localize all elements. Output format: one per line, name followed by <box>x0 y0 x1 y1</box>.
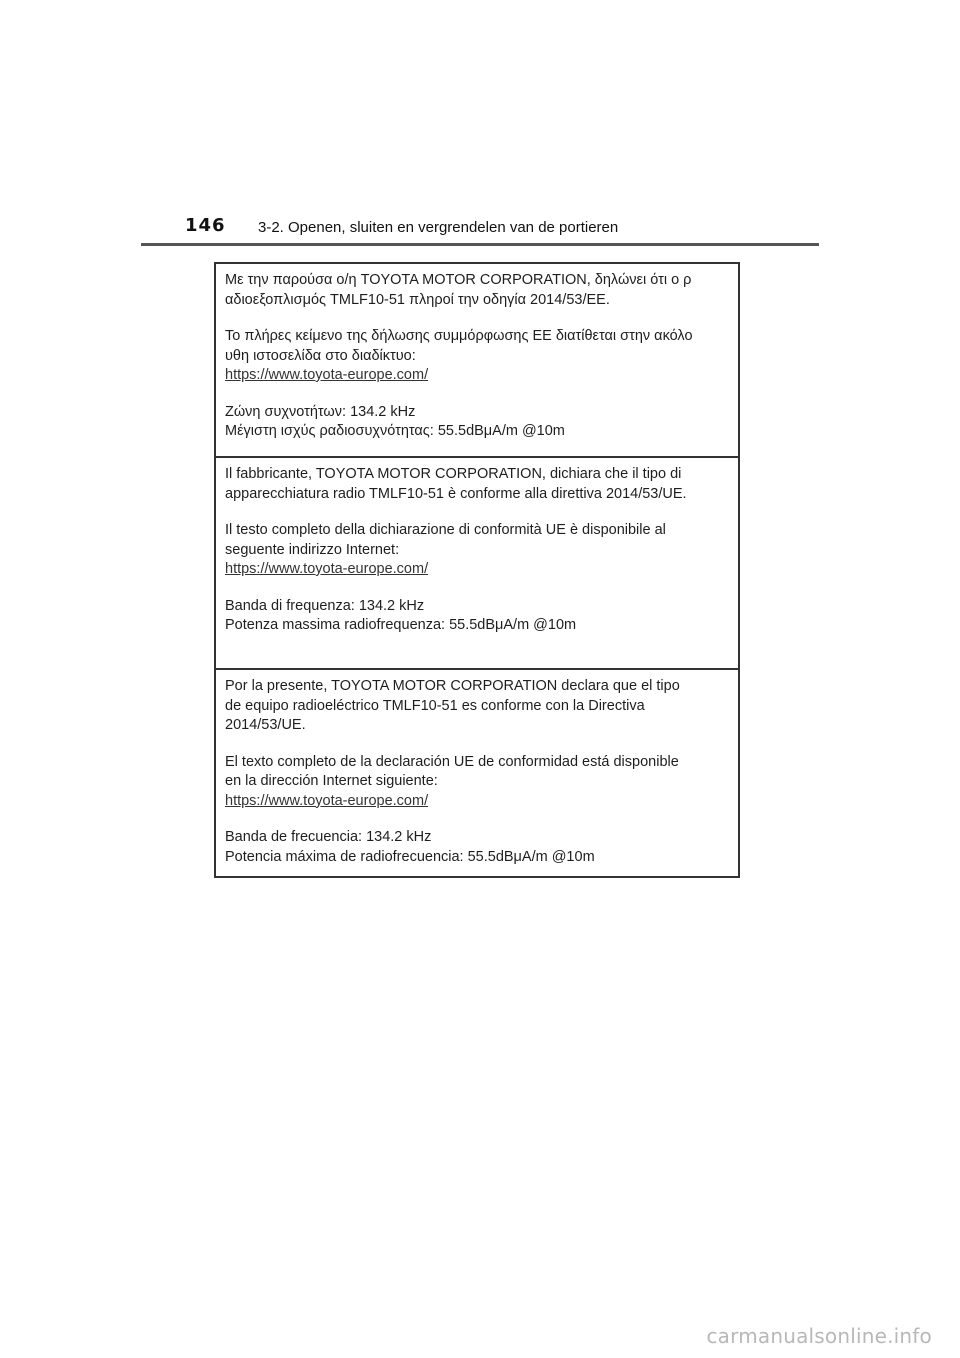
radio-specs <box>225 597 730 636</box>
declaration-statement <box>225 677 730 736</box>
text-line: seguente indirizzo Internet: <box>225 541 400 558</box>
section-title: 3-2. Openen, sluiten en vergrendelen van de portieren <box>258 219 619 236</box>
radio-specs <box>225 403 730 442</box>
declaration-box <box>214 262 740 878</box>
max-power: Μέγιστη ισχύς ραδιοσυχνότητας: 55.5dBμA/m @10m <box>225 423 565 439</box>
text-line: υθη ιστοσελίδα στο διαδίκτυο: <box>225 347 416 364</box>
max-power: Potenza massima radiofrequenza: 55.5dBμA/m @10m <box>225 617 577 633</box>
declaration-greek <box>216 264 738 456</box>
radio-specs <box>225 828 730 867</box>
text-line: Με την παρούσα ο/η TOYOTA MOTOR CORPORATION, δηλώνει ότι ο ρ <box>225 272 692 288</box>
text-line: El texto completo de la declaración UE de conformidad está disponible <box>225 753 679 770</box>
frequency-band: Banda di frequenza: 134.2 kHz <box>225 597 425 614</box>
site-watermark: carmanualsonline.info <box>706 1324 932 1348</box>
text-line: αδιοεξοπλισμός TMLF10-51 πληροί την οδηγία 2014/53/ΕΕ. <box>225 291 610 308</box>
text-line: Il fabbricante, TOYOTA MOTOR CORPORATION, dichiara che il tipo di <box>225 466 682 482</box>
header-divider <box>141 243 819 246</box>
page-number: 146 <box>185 215 226 236</box>
text-line: Il testo completo della dichiarazione di conformità UE è disponibile al <box>225 522 666 538</box>
text-line: apparecchiatura radio TMLF10-51 è conforme alla direttiva 2014/53/UE. <box>225 485 687 502</box>
declaration-availability <box>225 753 730 812</box>
declaration-statement <box>225 465 730 504</box>
declaration-italian <box>216 456 738 668</box>
page-header <box>141 212 819 248</box>
text-line: de equipo radioeléctrico TMLF10-51 es conforme con la Directiva <box>225 697 645 714</box>
text-line: Το πλήρες κείμενο της δήλωσης συμμόρφωσης ΕΕ διατίθεται στην ακόλο <box>225 328 693 344</box>
frequency-band: Banda de frecuencia: 134.2 kHz <box>225 829 432 845</box>
website-link[interactable]: https://www.toyota-europe.com/ <box>225 367 429 383</box>
website-link[interactable]: https://www.toyota-europe.com/ <box>225 792 429 809</box>
declaration-spanish <box>216 668 738 876</box>
frequency-band: Ζώνη συχνοτήτων: 134.2 kHz <box>225 403 416 420</box>
text-line: 2014/53/UE. <box>225 717 306 733</box>
max-power: Potencia máxima de radiofrecuencia: 55.5dBμA/m @10m <box>225 848 595 865</box>
declaration-availability <box>225 521 730 580</box>
text-line: en la dirección Internet siguiente: <box>225 773 438 789</box>
declaration-availability <box>225 327 730 386</box>
website-link[interactable]: https://www.toyota-europe.com/ <box>225 561 429 577</box>
text-line: Por la presente, TOYOTA MOTOR CORPORATION declara que el tipo <box>225 678 680 694</box>
declaration-statement <box>225 271 730 310</box>
